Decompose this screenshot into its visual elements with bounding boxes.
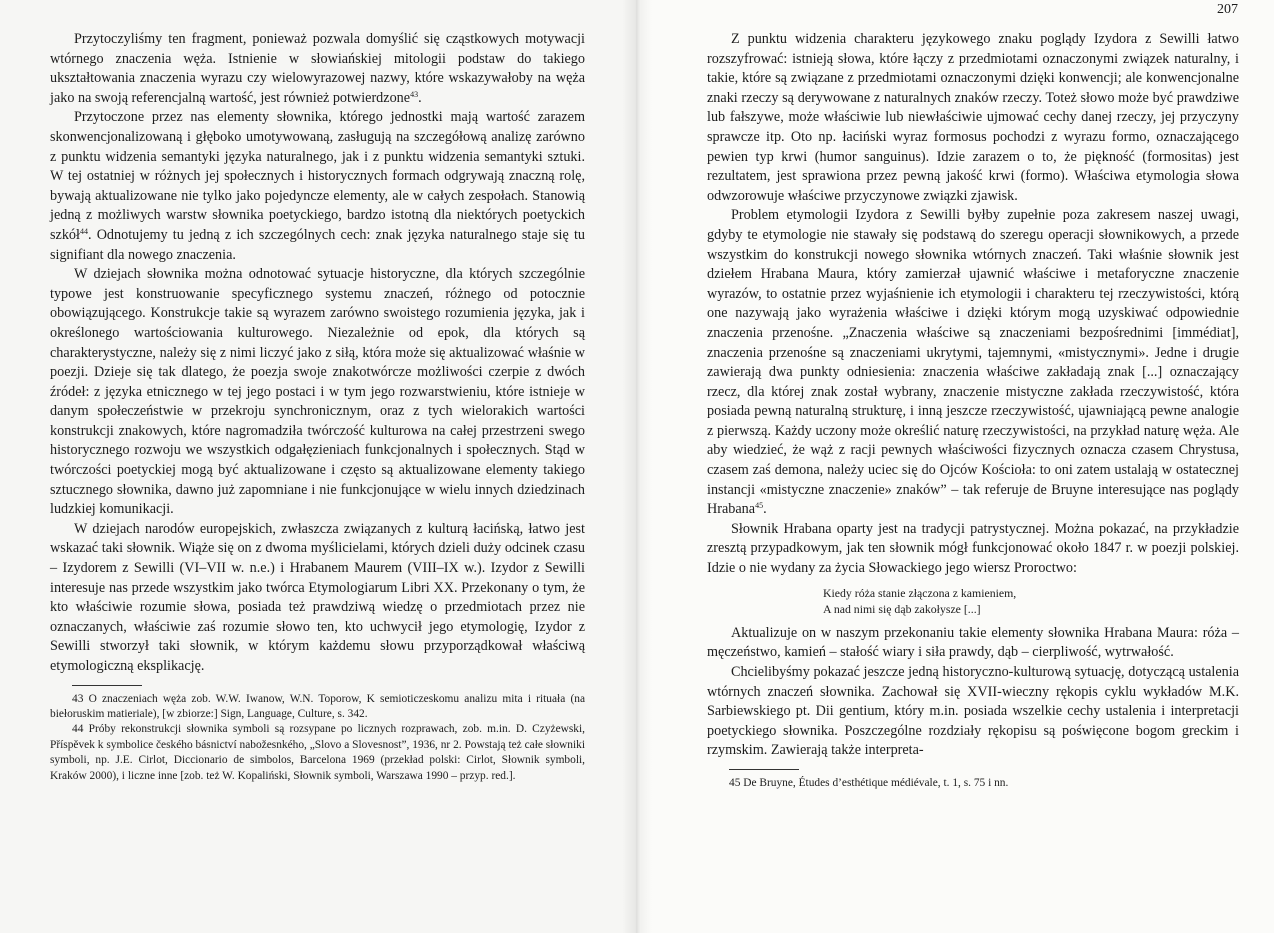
footnote-ref: 45 [755,501,764,511]
poem-quote [823,585,1239,618]
quote-line: A nad nimi się dąb zakołysze [...] [823,602,981,617]
paragraph-text: Przytoczyliśmy ten fragment, ponieważ pozwala domyślić się cząstkowych motywacji wtórnego znaczenia węża. Istnienie w słowiańskiej mitologii podstaw do takiego ukształtowania znaczenia wyrazu czy wielowyrazowej nazwy, które wskazywałoby na węża jako na swoją referencjalną wartość, jest również potwierdzone [50,31,585,106]
left-page-text [50,30,585,784]
paragraph: Z punktu widzenia charakteru językowego znaku poglądy Izydora z Sewilli łatwo rozszyfrować: istnieją słowa, które łączy z przedmiotami oznaczonymi związek naturalny, i takie, które są związane z przedmiotami oznaczonymi dzięki konwencji; ale konwencjonalne znaki rzeczy są derywowane z naturalnych znaków rzeczy. Toteż słowo może być prawdziwe lub fałszywe, może właściwie lub niewłaściwie ujmować cechy danej rzeczy, jej przyczyny sprawcze itp. Oto np. łaciński wyraz formosus pochodzi z wyrazu formo, oznaczającego pewien typ krwi (humor sanguinus). Idzie zarazem o to, że piękność (formositas) jest rezultatem, jest sprawiona przez pewną jakość krwi (formo). Właściwa etymologia słowa odwzorowuje właściwe przyczynowe związki zjawisk. [707,31,1239,204]
paragraph-text: Odnotujemy tu jedną z ich szczególnych cech: znak języka naturalnego staje się tu signifiant dla nowego znaczenia. [50,226,586,263]
paragraph: Słownik Hrabana oparty jest na tradycji patrystycznej. Można pokazać, na przykładzie zresztą przypadkowym, jak ten słownik mógł funkcjonować około 1847 r. w poezji polskiej. Idzie o nie wydany za życia Słowackiego jego wiersz Proroctwo: [707,520,1239,577]
page-number: 207 [1217,2,1238,17]
right-page [637,0,1274,933]
paragraph-text: Przytoczone przez nas elementy słownika, którego jednostki mają wartość zarazem skonwencjonalizowaną i głęboko umotywowaną, zasługują na szczegółową analizę zarówno z punktu widzenia semantyki języka naturalnego, jak i z punktu widzenia semantyki sztuki. W tej ostatniej w różnych jej społecznych i historycznych formach odgrywają znaczną rolę, bywają aktualizowane nie tylko jako pojedyncze elementy, ale w całych zespołach. Stanowią jedną z możliwych warstw słownika poetyckiego, bardzo istotną dla niektórych poetyckich szkół [50,109,585,243]
paragraph: Chcielibyśmy pokazać jeszcze jedną historyczno-kulturową sytuację, dotyczącą ustalenia wtórnych znaczeń słownika. Zachował się XVII-wieczny rękopis cyklu wykładów M.K. Sarbiewskiego pt. Dii gentium, który m.in. posiada wszelkie cechy ustalenia i interpretacji poetyckiego słownika. Poszczególne rozdziały rękopisu są poświęcone bogom greckim i rzymskim. Zawierają także interpreta- [707,664,1239,759]
footnote-ref: 44 [79,226,88,236]
quote-line: Kiedy róża stanie złączona z kamieniem, [823,585,1017,600]
footnote: 43 O znaczeniach węża zob. W.W. Iwanow, W.N. Toporow, K semioticzeskomu analizu mita i rituała (na biełoruskim matieriale), [w zbiorze:] Sign, Language, Culture, s. 342. [50,692,585,720]
paragraph: Przytoczone przez nas elementy słownika, którego jednostki mają wartość zarazem skonwencjonalizowaną i głęboko umotywowaną, zasługują na szczegółową analizę zarówno z punktu widzenia semantyki języka naturalnego, jak i z punktu widzenia semantyki sztuki. W tej ostatniej w różnych jej społecznych i historycznych formach odgrywają znaczną rolę, bywają aktualizowane nie tylko jako pojedyncze elementy, ale w całych zespołach. Stanowią jedną z możliwych warstw słownika poetyckiego, bardzo istotną dla niektórych poetyckich szkół$^{44}$. Odnotujemy tu jedną z ich szczególnych cech: znak języka naturalnego staje się tu signifiant dla nowego znaczenia. [50,109,586,263]
footnote: 44 Próby rekonstrukcji słownika symboli są rozsypane po licznych rozprawach, zob. m.in. D. Czyżewski, Příspěvek k symbolice českého básnictví nabožesnkého, „Slovo a Slovesnost”, 1936, nr 2. Powstają też całe słowniki symboli, np. J.E. Cirlot, Diccionario de simbolos, Barcelona 1969 (przekład polski: Cirlot, Słownik symboli, Kraków 2000), i liczne inne [zob. też W. Kopaliński, Słownik symboli, Warszawa 1990 – przyp. red.]. [50,723,585,782]
footnote-divider [729,769,799,770]
right-page-text [707,30,1239,791]
paragraph-text: Problem etymologii Izydora z Sewilli byłby zupełnie poza zakresem naszej uwagi, gdyby te etymologie nie stawały się podstawą do szeregu operacji słownikowych, a przede wszystkim do konstrukcji nowego słownika wtórnych znaczeń. Taki właśnie słownik jest dziełem Hrabana Maura, który zamierzał ujawnić właściwe i metaforyczne znaczenie wyrazów, to ostatnie przez wyjaśnienie ich etymologii i charakteru tej rzeczywistości, którą one nazywają jako wyrażenia właściwe i dzięki którym mogą uzyskiwać odpowiednie znaczenia przenośne. „Znaczenia właściwe są znaczeniami bezpośrednimi [immédiat], znaczenia przenośne są znaczeniami ukrytymi, tajemnymi, «mistycznymi». Jedne i drugie zawierają dwa punkty odniesienia: znaczenia właściwe zakładają znak [...] oznaczający rzecz, dla której znak został wybrany, znaczenie mistyczne zakłada rzeczywistość, która posiada pewną naturalną strukturę, i inną jeszcze rzeczywistość, ujawniającą pewne analogie z pierwszą. Każdy uczony może określić naturę rzeczywistości, na przykład naturę węża. Ale aby wiedzieć, że wąż z racji pewnych właściwości fizycznych oznacza czasem Chrystusa, czasem zaś demona, należy uciec się do Ojców Kościoła: to oni zatem ustalają w ostatecznej instancji «mistyczne znaczenie» znaków” – tak referuje de Bruyne interesujące nas poglądy Hrabana [707,207,1239,518]
paragraph: W dziejach słownika można odnotować sytuacje historyczne, dla których szczególnie typowe jest konstruowanie specyficznego systemu znaczeń, różnego od potocznie obowiązującego. Konstrukcje takie są wyrazem zarówno swoistego rozumienia języka, jak i określonego wartościowania kulturowego. Niezależnie od epok, dla których są charakterystyczne, należy się z nimi liczyć jako z siłą, która może się aktualizować właśnie w poezji. Dzieje się tak dlatego, że poezja swoje znakotwórcze możliwości czerpie z dwóch źródeł: z języka etnicznego w tej jego postaci i w tym jego rozwarstwieniu, które istnieje w danym społeczeństwie w przekroju synchronicznym, oraz z tych wielorakich wartości konstrukcji znakowych, które nagromadziła twórczość kulturowa na całej przestrzeni swego historycznego rozwoju we wszystkich odgałęzieniach funkcjonalnych i społecznych. Stąd w twórczości poetyckiej mogą być aktualizowane i często są aktualizowane elementy takiego sztucznego słownika, dawno już zapomniane i nie funkcjonujące w wielu innych dziedzinach ludzkiej komunikacji. [50,266,585,518]
paragraph: W dziejach narodów europejskich, zwłaszcza związanych z kulturą łacińską, łatwo jest wskazać taki słownik. Wiąże się on z dwoma myślicielami, których dzieli duży odcinek czasu – Izydorem z Sewilli (VI–VII w. n.e.) i Hrabanem Maurem (VIII–IX w.). Izydor z Sewilli interesuje nas przede wszystkim jako twórca Etymologiarum Libri XX. Przekonany o tym, że kto właściwie rozumie słowa, posiada też prawdziwą wiedzę o przedmiotach przez nie oznaczanych, właściwie zaś rozumie słowo ten, kto uchwycił jego etymologię, Izydor z Sewilli stworzył taki słownik, w którym każdemu słowu przyporządkował właściwą etymologiczną eksplikację. [50,520,585,674]
footnote-divider [72,685,142,686]
paragraph: Problem etymologii Izydora z Sewilli byłby zupełnie poza zakresem naszej uwagi, gdyby te etymologie nie stawały się podstawą do szeregu operacji słownikowych, a przede wszystkim do konstrukcji nowego słownika wtórnych znaczeń. Taki właśnie słownik jest dziełem Hrabana Maura, który zamierzał ujawnić właściwe i metaforyczne znaczenie wyrazów, to ostatnie przez wyjaśnienie ich etymologii i charakteru tej rzeczywistości, którą one nazywają jako wyrażenia właściwe i dzięki którym mogą uzyskiwać odpowiednie znaczenia przenośne. „Znaczenia właściwe są znaczeniami bezpośrednimi [immédiat], znaczenia przenośne są znaczeniami ukrytymi, tajemnymi, «mistycznymi». Jedne i drugie zawierają dwa punkty odniesienia: znaczenia właściwe zakładają znak [...] oznaczający rzecz, dla której znak został wybrany, znaczenie mistyczne zakłada rzeczywistość, która posiada pewną naturalną strukturę, i inną jeszcze rzeczywistość, ujawniającą pewne analogie z pierwszą. Każdy uczony może określić naturę rzeczywistości, na przykład naturę węża. Ale aby wiedzieć, że wąż z racji pewnych właściwości fizycznych oznacza czasem Chrystusa, czasem zaś demona, należy uciec się do Ojców Kościoła: to oni zatem ustalają w ostatecznej instancji «mistyczne znaczenie» znaków” – tak referuje de Bruyne interesujące nas poglądy Hrabana$^{45}$. [707,207,1239,518]
paragraph: Aktualizuje on w naszym przekonaniu takie elementy słownika Hrabana Maura: róża – męczeństwo, kamień – stałość wiary i siła prawdy, dąb – cierpliwość, wytrwałość. [707,624,1239,661]
footnote-ref: 43 [410,89,419,99]
footnote: 45 De Bruyne, Études d’esthétique médiévale, t. 1, s. 75 i nn. [729,776,1009,789]
paragraph: Przytoczyliśmy ten fragment, ponieważ pozwala domyślić się cząstkowych motywacji wtórnego znaczenia węża. Istnienie w słowiańskiej mitologii podstaw do takiego ukształtowania znaczenia wyrazu czy wielowyrazowej nazwy, które wskazywałoby na węża jako na swoją referencjalną wartość, jest również potwierdzone$^{43}$. [50,31,585,106]
